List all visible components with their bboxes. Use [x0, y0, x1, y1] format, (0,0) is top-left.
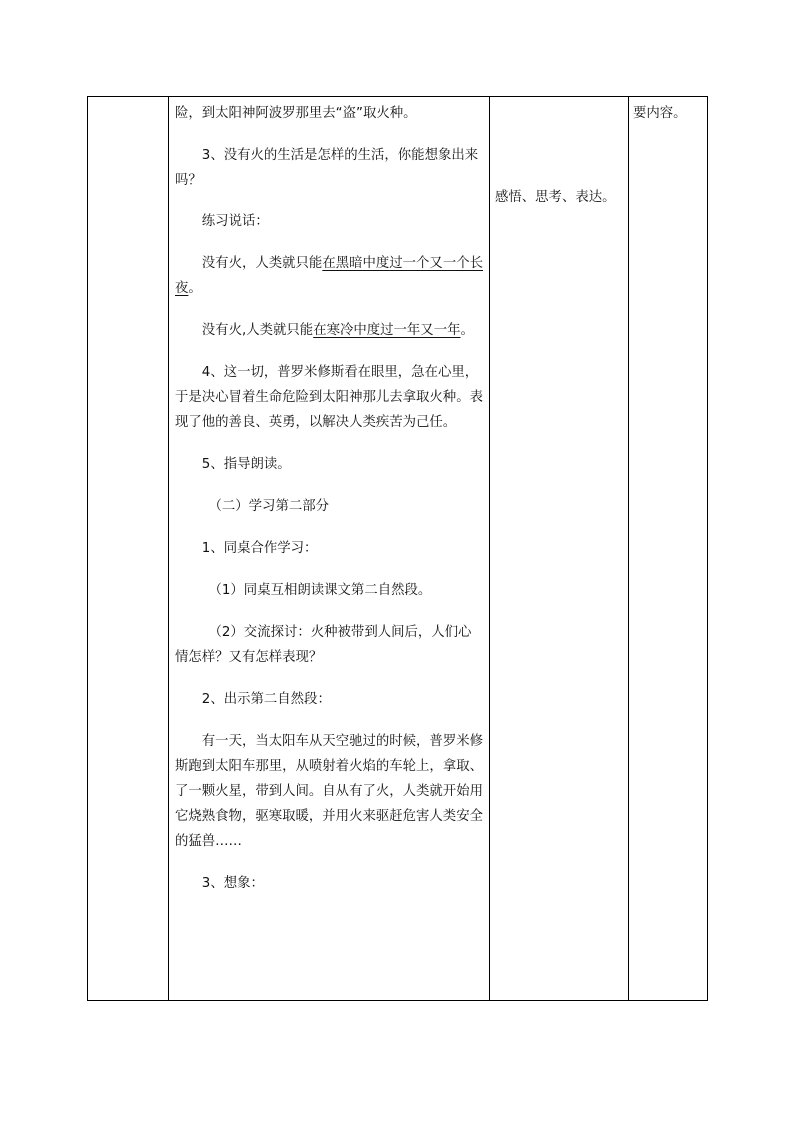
col1-cell: [88, 97, 169, 1001]
practice-label: 练习说话：: [201, 214, 269, 229]
step-1: 1、同桌合作学习：: [201, 541, 318, 556]
underlined-answer-1: 在黑暗中度过一个又一个长夜: [175, 256, 483, 296]
question-5: 5、指导朗读。: [201, 457, 291, 472]
col3-cell: [490, 97, 629, 1001]
paragraph-2-excerpt: 有一天，当太阳车从天空驰过的时候，普罗米修斯跑到太阳车那里，从喷射着火焰的车轮上，拿取、了一颗火星，带到人间。自从有了火，人类就开始用它烧熟食物，驱寒取暖，并用火来驱赶危害人类安全的猛兽……: [175, 734, 483, 849]
question-3: 3、没有火的生活是怎样的生活，你能想象出来吗？: [175, 148, 479, 188]
step-1-1: （1）同桌互相朗读课文第二自然段。: [208, 583, 432, 598]
step-2: 2、出示第二自然段：: [201, 692, 331, 707]
practice-example-1: 没有火，人类就只能在黑暗中度过一个又一个长夜。: [175, 256, 483, 296]
question-4: 4、这一切，普罗米修斯看在眼里，急在心里，于是决心冒着生命危险到太阳神那儿去拿取火种。表现了他的善良、英勇，以解决人类疾苦为己任。: [175, 365, 483, 430]
practice-example-2: 没有火,人类就只能在寒冷中度过一年又一年。: [201, 323, 474, 338]
design-intent-text: 要内容。: [633, 106, 687, 121]
col2-cell: [169, 97, 490, 1001]
student-activity-text: 感悟、思考、表达。: [495, 190, 616, 205]
lesson-plan-table: [87, 96, 708, 1001]
table-row: [88, 97, 708, 1001]
step-3: 3、想象：: [201, 876, 264, 891]
col4-cell: [629, 97, 708, 1001]
continued-line: 险，到太阳神阿波罗那里去“盗”取火种。: [175, 106, 417, 121]
underlined-answer-2: 在寒冷中度过一年又一年: [313, 323, 461, 338]
step-1-2: （2）交流探讨：火种被带到人间后，人们心情怎样？又有怎样表现？: [175, 625, 472, 665]
teaching-process-text: [169, 101, 489, 896]
part-2-heading: （二）学习第二部分: [208, 499, 330, 514]
